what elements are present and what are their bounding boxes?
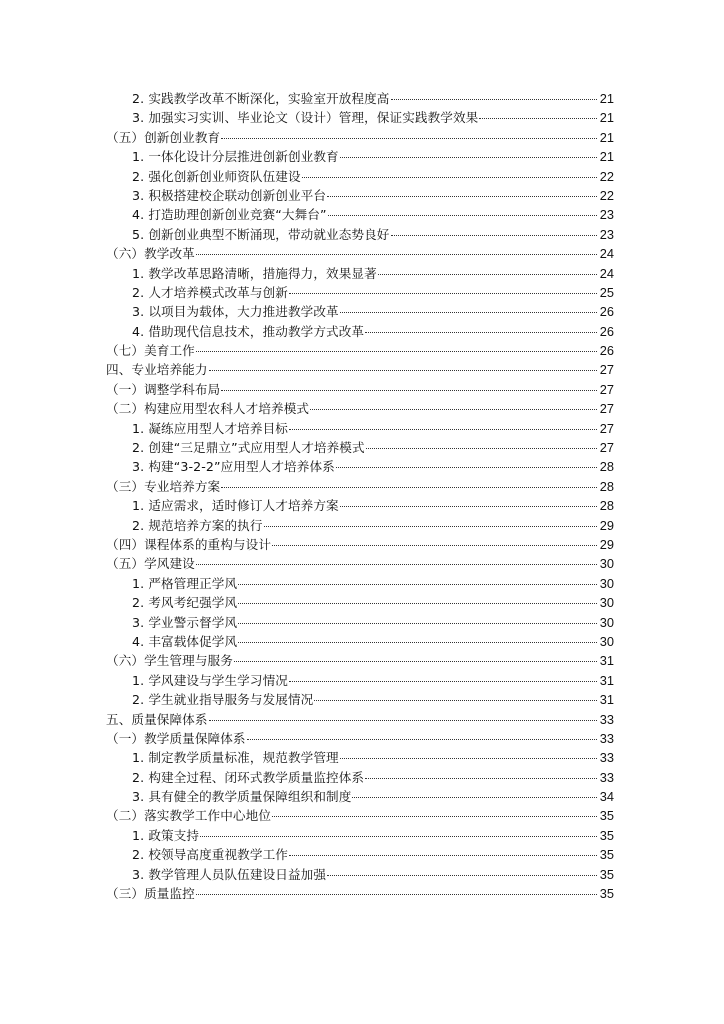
toc-entry-page-number: 35: [599, 886, 614, 902]
dot-leader: [289, 855, 597, 856]
toc-entry[interactable]: [106, 147, 614, 166]
toc-entry[interactable]: [106, 438, 614, 457]
toc-entry-page-number: 30: [599, 595, 614, 611]
dot-leader: [234, 661, 597, 662]
toc-entry[interactable]: [106, 516, 614, 535]
dot-leader: [221, 390, 597, 391]
toc-entry-page-number: 21: [599, 91, 614, 106]
dot-leader: [340, 312, 597, 313]
dot-leader: [340, 506, 597, 507]
toc-entry-title: 四、专业培养能力: [106, 362, 208, 378]
dot-leader: [340, 157, 597, 158]
toc-entry-page-number: 23: [599, 207, 614, 223]
toc-entry-title: （五）创新创业教育: [106, 129, 221, 145]
toc-entry-title: （六）教学改革: [106, 246, 195, 262]
toc-entry[interactable]: [106, 89, 614, 108]
toc-entry-page-number: 26: [599, 323, 614, 339]
toc-entry[interactable]: [106, 806, 614, 825]
toc-entry-page-number: 21: [599, 110, 614, 126]
toc-entry-title: 2. 构建全过程、闭环式教学质量监控体系: [132, 769, 365, 785]
toc-entry-title: （七）美育工作: [106, 343, 195, 359]
toc-entry[interactable]: [106, 128, 614, 147]
toc-entry-page-number: 31: [599, 692, 614, 708]
toc-entry[interactable]: [106, 225, 614, 244]
toc-entry-title: 3. 以项目为载体，大力推进教学改革: [132, 304, 339, 320]
toc-entry-title: 2. 创建“三足鼎立”式应用型人才培养模式: [132, 440, 365, 456]
toc-entry-page-number: 33: [599, 750, 614, 766]
toc-entry-page-number: 30: [599, 633, 614, 649]
toc-entry-title: （四）课程体系的重构与设计: [106, 536, 272, 552]
toc-entry-page-number: 21: [599, 149, 614, 165]
dot-leader: [200, 836, 597, 837]
toc-entry[interactable]: [106, 554, 614, 573]
toc-entry-page-number: 24: [599, 246, 614, 262]
toc-entry-title: 五、质量保障体系: [106, 711, 208, 727]
toc-entry[interactable]: [106, 322, 614, 341]
toc-entry[interactable]: [106, 419, 614, 438]
toc-entry-page-number: 27: [599, 381, 614, 397]
dot-leader: [327, 875, 597, 876]
dot-leader: [238, 603, 597, 604]
toc-entry-page-number: 30: [599, 575, 614, 591]
toc-entry[interactable]: [106, 651, 614, 670]
toc-entry-page-number: 22: [599, 168, 614, 184]
toc-entry-page-number: 28: [599, 498, 614, 514]
dot-leader: [247, 739, 597, 740]
toc-entry-page-number: 25: [599, 284, 614, 300]
toc-entry-page-number: 30: [599, 614, 614, 630]
toc-entry-title: 2. 规范培养方案的执行: [132, 517, 263, 533]
toc-entry-page-number: 35: [599, 866, 614, 882]
toc-entry-title: 1. 适应需求，适时修订人才培养方案: [132, 498, 339, 514]
toc-entry[interactable]: [106, 710, 614, 729]
toc-entry[interactable]: [106, 787, 614, 806]
toc-entry[interactable]: [106, 671, 614, 690]
toc-entry-page-number: 21: [599, 129, 614, 145]
dot-leader: [336, 467, 597, 468]
toc-entry-page-number: 28: [599, 459, 614, 475]
toc-entry[interactable]: [106, 535, 614, 554]
toc-entry[interactable]: [106, 729, 614, 748]
toc-entry-page-number: 26: [599, 343, 614, 359]
toc-entry[interactable]: [106, 167, 614, 186]
toc-entry-page-number: 22: [599, 187, 614, 203]
dot-leader: [479, 118, 597, 119]
toc-entry[interactable]: [106, 380, 614, 399]
toc-entry-page-number: 27: [599, 420, 614, 436]
toc-entry[interactable]: [106, 341, 614, 360]
dot-leader: [378, 274, 597, 275]
toc-entry-title: 4. 借助现代信息技术，推动教学方式改革: [132, 323, 365, 339]
toc-entry-page-number: 24: [599, 265, 614, 281]
toc-entry[interactable]: [106, 574, 614, 593]
toc-entry[interactable]: [106, 613, 614, 632]
toc-entry-page-number: 35: [599, 827, 614, 843]
toc-entry[interactable]: [106, 865, 614, 884]
toc-entry-title: 1. 学风建设与学生学习情况: [132, 672, 288, 688]
toc-entry[interactable]: [106, 108, 614, 127]
toc-entry[interactable]: [106, 748, 614, 767]
toc-entry[interactable]: [106, 302, 614, 321]
toc-entry-page-number: 33: [599, 730, 614, 746]
toc-entry[interactable]: [106, 360, 614, 379]
dot-leader: [352, 797, 597, 798]
dot-leader: [302, 177, 597, 178]
toc-entry[interactable]: [106, 632, 614, 651]
dot-leader: [209, 370, 597, 371]
toc-entry[interactable]: [106, 457, 614, 476]
toc-entry-page-number: 33: [599, 711, 614, 727]
toc-entry-title: 1. 教学改革思路清晰，措施得力，效果显著: [132, 265, 377, 281]
toc-entry-page-number: 23: [599, 226, 614, 242]
toc-entry[interactable]: [106, 399, 614, 418]
dot-leader: [196, 254, 597, 255]
toc-entry-page-number: 35: [599, 808, 614, 824]
toc-entry[interactable]: [106, 283, 614, 302]
toc-entry-page-number: 27: [599, 401, 614, 417]
toc-entry-page-number: 28: [599, 478, 614, 494]
toc-entry-title: 1. 制定教学质量标准，规范教学管理: [132, 750, 339, 766]
dot-leader: [272, 816, 597, 817]
toc-entry-title: 1. 严格管理正学风: [132, 575, 238, 591]
toc-entry-title: （三）质量监控: [106, 886, 195, 902]
toc-entry-title: 2. 学生就业指导服务与发展情况: [132, 692, 314, 708]
dot-leader: [365, 332, 597, 333]
toc-entry-title: 2. 考风考纪强学风: [132, 595, 238, 611]
toc-entry-page-number: 33: [599, 769, 614, 785]
dot-leader: [366, 448, 597, 449]
toc-entry[interactable]: [106, 690, 614, 709]
dot-leader: [196, 351, 597, 352]
dot-leader: [238, 584, 597, 585]
dot-leader: [314, 700, 597, 701]
toc-entry-page-number: 27: [599, 362, 614, 378]
toc-entry-page-number: 34: [599, 789, 614, 805]
toc-entry[interactable]: [106, 477, 614, 496]
toc-entry-title: 5. 创新创业典型不断涌现，带动就业态势良好: [132, 226, 390, 242]
dot-leader: [272, 545, 597, 546]
dot-leader: [289, 681, 597, 682]
dot-leader: [238, 623, 597, 624]
toc-entry-title: （五）学风建设: [106, 556, 195, 572]
toc-entry[interactable]: [106, 264, 614, 283]
dot-leader: [264, 526, 597, 527]
toc-entry[interactable]: [106, 768, 614, 787]
toc-entry-title: 3. 构建“3-2-2”应用型人才培养体系: [132, 459, 335, 475]
dot-leader: [196, 894, 597, 895]
toc-entry-page-number: 27: [599, 440, 614, 456]
dot-leader: [328, 215, 597, 216]
toc-entry-page-number: 31: [599, 672, 614, 688]
toc-entry-page-number: 29: [599, 517, 614, 533]
dot-leader: [289, 293, 597, 294]
toc-entry[interactable]: [106, 244, 614, 263]
toc-entry-title: 1. 凝练应用型人才培养目标: [132, 420, 288, 436]
toc-entry-title: （一）调整学科布局: [106, 381, 221, 397]
toc-entry[interactable]: [106, 496, 614, 515]
dot-leader: [209, 720, 597, 721]
toc-entry-title: 1. 政策支持: [132, 827, 200, 843]
table-of-contents: [106, 89, 614, 903]
toc-entry-title: 3. 学业警示督学风: [132, 614, 238, 630]
toc-entry[interactable]: [106, 205, 614, 224]
toc-entry-page-number: 29: [599, 536, 614, 552]
toc-entry-page-number: 31: [599, 653, 614, 669]
toc-entry[interactable]: [106, 593, 614, 612]
dot-leader: [196, 564, 597, 565]
dot-leader: [391, 235, 598, 236]
dot-leader: [310, 409, 597, 410]
toc-entry-title: 2. 人才培养模式改革与创新: [132, 284, 288, 300]
toc-entry-title: （六）学生管理与服务: [106, 653, 233, 669]
toc-entry-title: 2. 强化创新创业师资队伍建设: [132, 168, 301, 184]
toc-entry-title: 1. 一体化设计分层推进创新创业教育: [132, 149, 339, 165]
dot-leader: [340, 758, 597, 759]
dot-leader: [238, 642, 597, 643]
toc-entry-title: 3. 积极搭建校企联动创新创业平台: [132, 187, 327, 203]
dot-leader: [327, 196, 597, 197]
dot-leader: [221, 138, 597, 139]
dot-leader: [391, 99, 598, 100]
toc-entry[interactable]: [106, 826, 614, 845]
toc-entry-title: 3. 具有健全的教学质量保障组织和制度: [132, 789, 352, 805]
toc-entry-title: 2. 校领导高度重视教学工作: [132, 847, 288, 863]
toc-entry-title: 2. 实践教学改革不断深化，实验室开放程度高: [132, 91, 390, 106]
toc-entry-title: 3. 加强实习实训、毕业论文（设计）管理，保证实践教学效果: [132, 110, 479, 126]
toc-entry-title: （三）专业培养方案: [106, 478, 221, 494]
dot-leader: [365, 778, 597, 779]
toc-entry-title: （二）落实教学工作中心地位: [106, 808, 272, 824]
toc-entry-page-number: 30: [599, 556, 614, 572]
toc-entry-title: 4. 打造助理创新创业竞赛“大舞台”: [132, 207, 327, 223]
toc-entry-title: 4. 丰富载体促学风: [132, 633, 238, 649]
toc-entry-page-number: 26: [599, 304, 614, 320]
toc-entry-title: （二）构建应用型农科人才培养模式: [106, 401, 310, 417]
toc-entry[interactable]: [106, 186, 614, 205]
dot-leader: [289, 429, 597, 430]
toc-entry-title: 3. 教学管理人员队伍建设日益加强: [132, 866, 327, 882]
dot-leader: [221, 487, 597, 488]
toc-entry[interactable]: [106, 845, 614, 864]
toc-entry-title: （一）教学质量保障体系: [106, 730, 246, 746]
toc-entry[interactable]: [106, 884, 614, 903]
toc-entry-page-number: 35: [599, 847, 614, 863]
